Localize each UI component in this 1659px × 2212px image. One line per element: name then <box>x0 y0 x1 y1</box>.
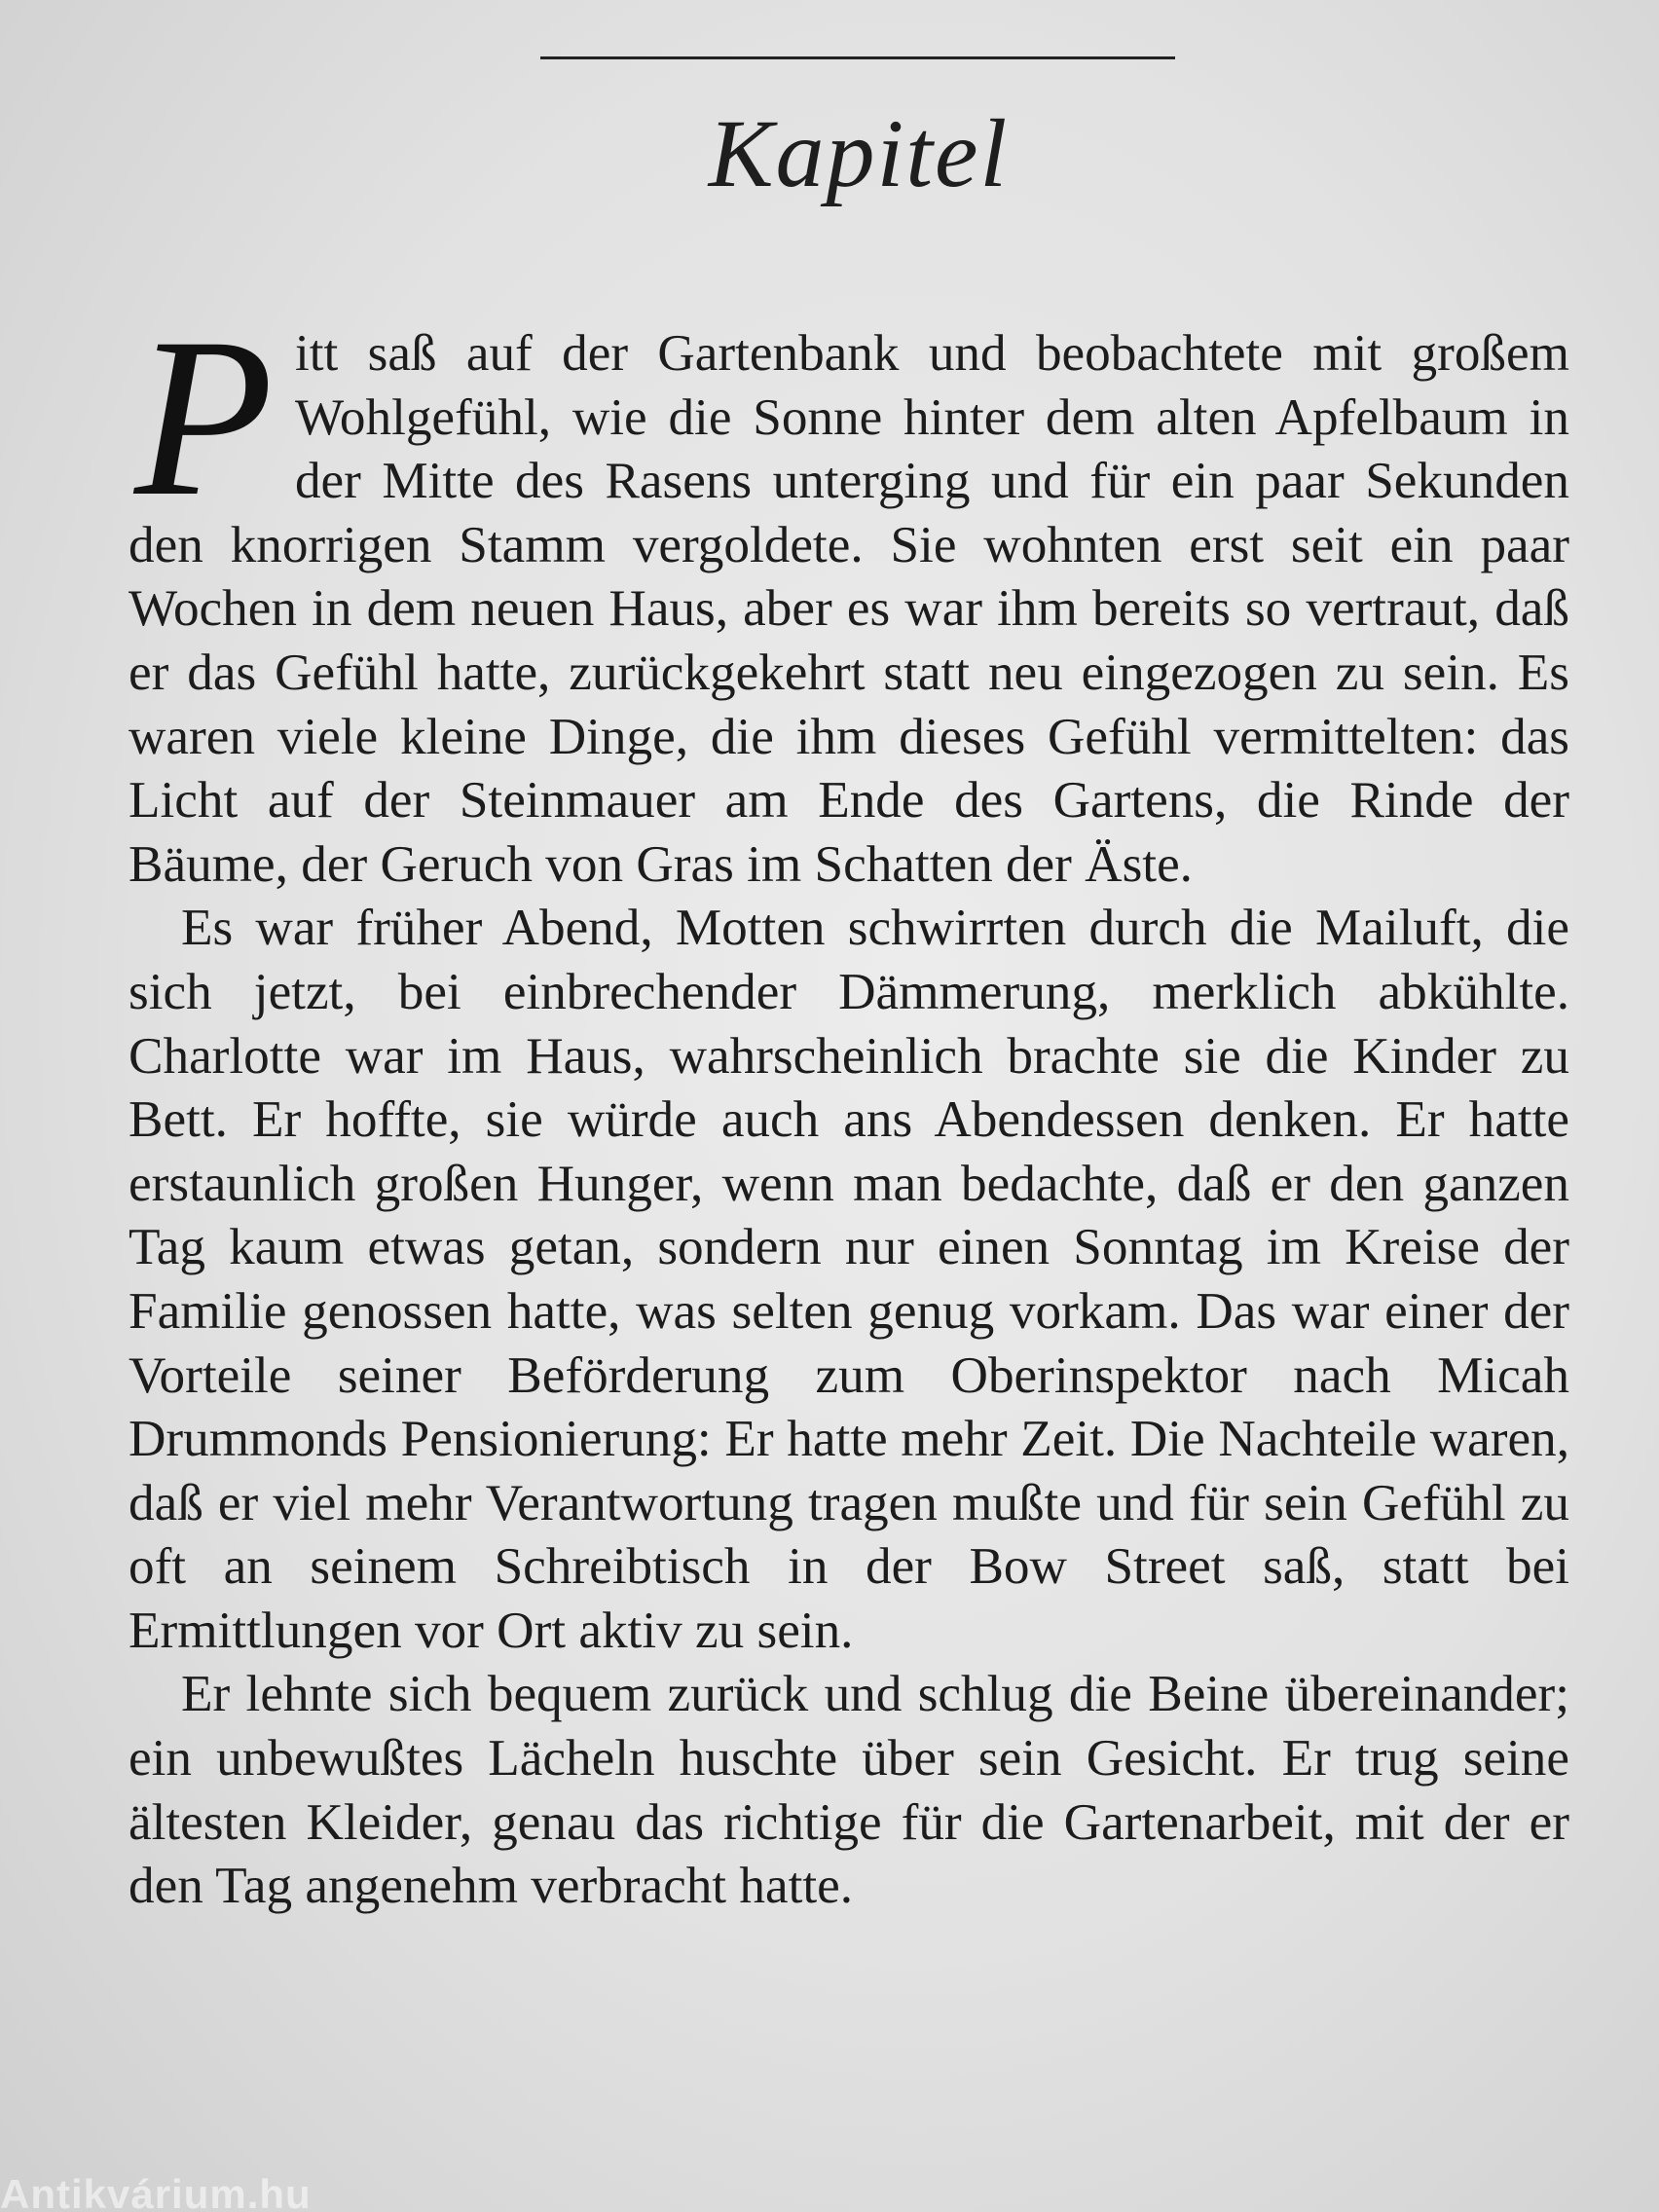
body-text <box>129 290 1569 1918</box>
chapter-title: Kapitel <box>708 99 1010 207</box>
drop-cap: P <box>134 290 274 543</box>
paragraph-2: Es war früher Abend, Motten schwirrten durch die Mailuft, die sich jetzt, bei einbrechender Dämmerung, merklich abkühlte. Charlotte war im Haus, wahrscheinlich brachte sie die Kinder zu Bett. Er hoffte, sie würde auch ans Abendessen denken. Er hatte erstaunlich großen Hunger, wenn man bedachte, daß er den ganzen Tag kaum etwas getan, sondern nur einen Sonntag im Kreise der Familie genossen hatte, was selten genug vorkam. Das war einer der Vorteile seiner Beförderung zum Oberinspektor nach Micah Drummonds Pensionierung: Er hatte mehr Zeit. Die Nachteile waren, daß er viel mehr Verantwortung tragen mußte und für sein Gefühl zu oft an seinem Schreibtisch in der Bow Street saß, statt bei Ermittlungen vor Ort aktiv zu sein. <box>129 899 1569 1659</box>
paragraph-1 <box>129 290 1569 896</box>
watermark: Antikvárium.hu <box>0 2171 312 2212</box>
paragraph-1-text: itt saß auf der Gartenbank und beobachtete mit großem Wohlgefühl, wie die Sonne hinter dem alten Apfelbaum in der Mitte des Rasens unterging und für ein paar Sekunden den knorrigen Stamm vergoldete. Sie wohnten erst seit ein paar Wochen in dem neuen Haus, aber es war ihm bereits so vertraut, daß er das Gefühl hatte, zurückgekehrt statt neu eingezogen zu sein. Es waren viele kleine Dinge, die ihm dieses Gefühl vermittelten: das Licht auf der Steinmauer am Ende des Gartens, die Rinde der Bäume, der Geruch von Gras im Schatten der Äste. <box>129 324 1569 893</box>
paragraph-3: Er lehnte sich bequem zurück und schlug die Beine übereinander; ein unbewußtes Lächeln huschte über sein Gesicht. Er trug seine ältesten Kleider, genau das richtige für die Gartenarbeit, mit der er den Tag angenehm verbracht hatte. <box>129 1665 1569 1915</box>
chapter-rule <box>540 56 1175 59</box>
